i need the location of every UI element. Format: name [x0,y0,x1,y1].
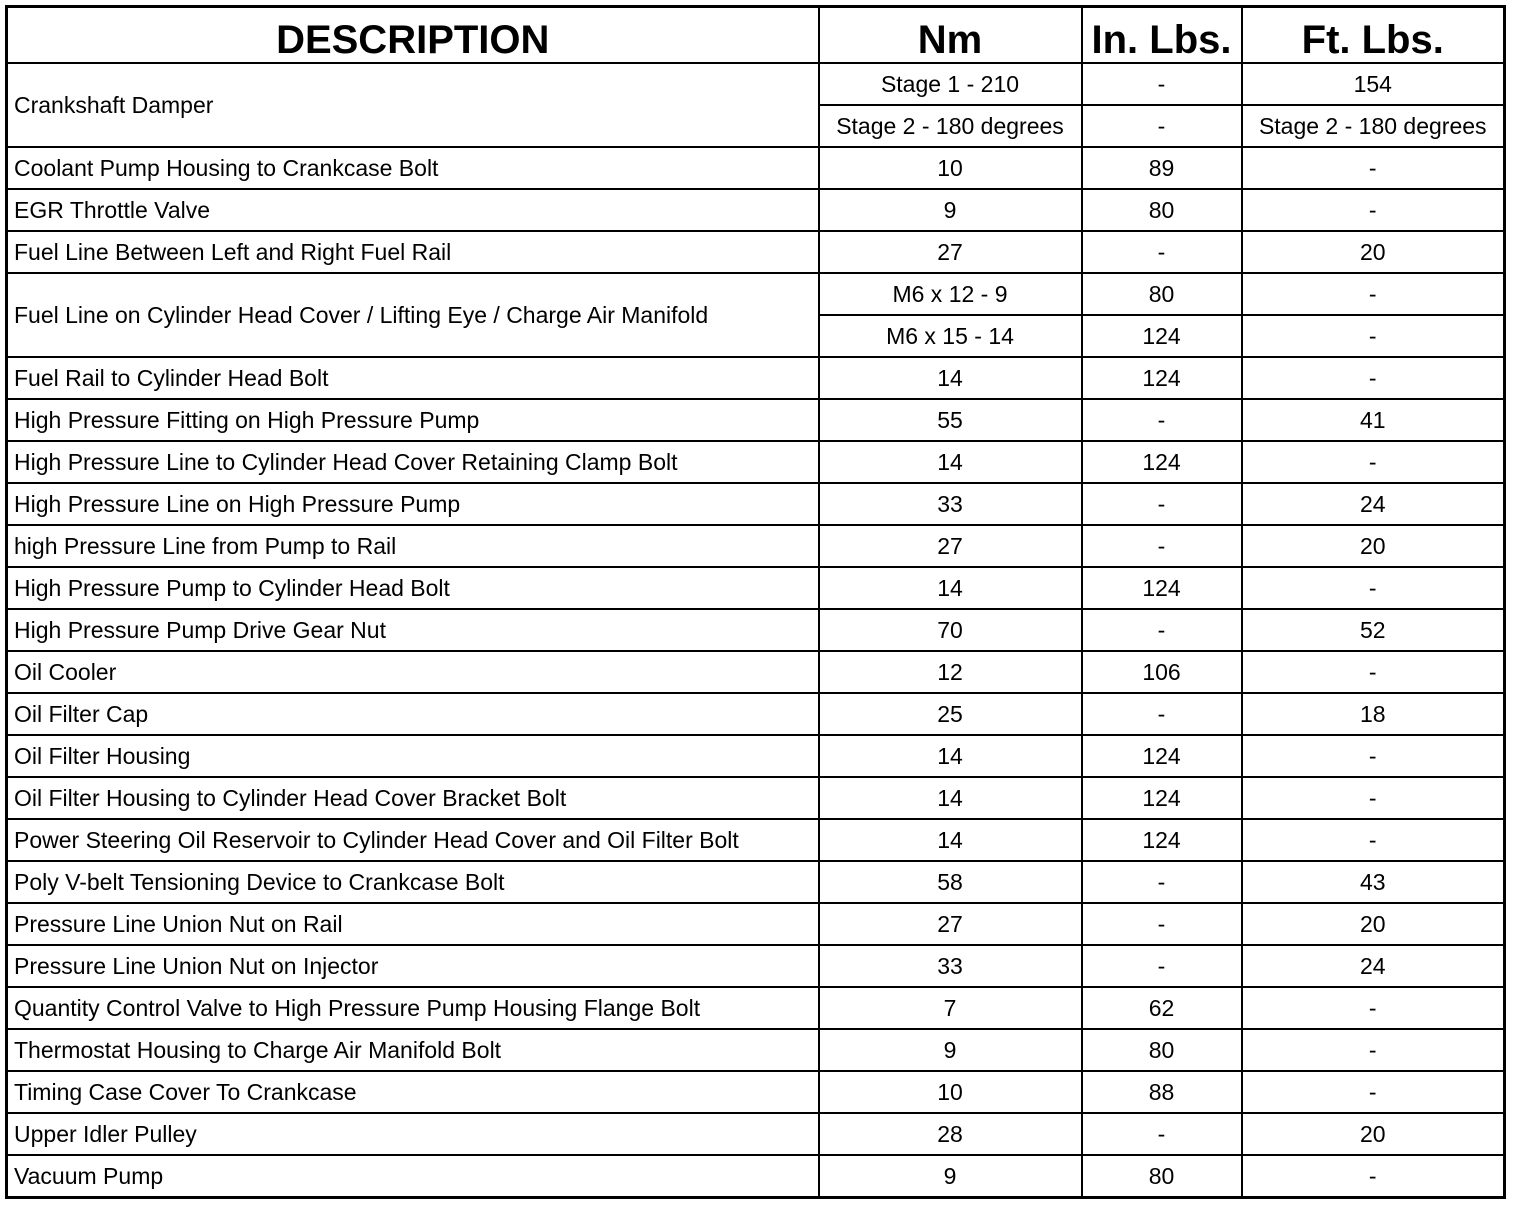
header-ft-lbs: Ft. Lbs. [1242,7,1505,64]
header-description: DESCRIPTION [7,7,819,64]
table-body [7,63,1505,1198]
ft-lbs-value: - [1242,777,1505,819]
in-lbs-value: 80 [1082,1029,1242,1071]
nm-value: 9 [819,189,1082,231]
table-row [7,1029,1505,1071]
nm-value: 55 [819,399,1082,441]
description-cell: High Pressure Fitting on High Pressure Pump [7,399,819,441]
description-cell: High Pressure Pump to Cylinder Head Bolt [7,567,819,609]
nm-value: 28 [819,1113,1082,1155]
nm-value: 12 [819,651,1082,693]
table-row [7,441,1505,483]
table-row [7,1071,1505,1113]
in-lbs-value: 106 [1082,651,1242,693]
nm-value: 33 [819,483,1082,525]
in-lbs-value: 80 [1082,273,1242,315]
in-lbs-value: - [1082,609,1242,651]
ft-lbs-value: 43 [1242,861,1505,903]
description-cell: High Pressure Line on High Pressure Pump [7,483,819,525]
nm-value: 58 [819,861,1082,903]
table-row [7,357,1505,399]
ft-lbs-value: 24 [1242,483,1505,525]
ft-lbs-value: 20 [1242,525,1505,567]
table-row [7,63,1505,105]
in-lbs-value: - [1082,693,1242,735]
header-nm: Nm [819,7,1082,64]
ft-lbs-value: 24 [1242,945,1505,987]
description-cell: Pressure Line Union Nut on Injector [7,945,819,987]
table-row [7,861,1505,903]
in-lbs-value: 124 [1082,777,1242,819]
ft-lbs-value: Stage 2 - 180 degrees [1242,105,1505,147]
table-row [7,735,1505,777]
ft-lbs-value: - [1242,441,1505,483]
nm-value: 27 [819,903,1082,945]
in-lbs-value: 88 [1082,1071,1242,1113]
table-row [7,609,1505,651]
nm-value: 14 [819,567,1082,609]
in-lbs-value: - [1082,231,1242,273]
table-row [7,777,1505,819]
table-row [7,231,1505,273]
ft-lbs-value: - [1242,567,1505,609]
description-cell: Crankshaft Damper [7,63,819,147]
nm-value: 10 [819,147,1082,189]
nm-value: 14 [819,357,1082,399]
nm-value: 10 [819,1071,1082,1113]
in-lbs-value: - [1082,903,1242,945]
in-lbs-value: - [1082,1113,1242,1155]
table-row [7,987,1505,1029]
ft-lbs-value: - [1242,819,1505,861]
ft-lbs-value: 52 [1242,609,1505,651]
ft-lbs-value: 18 [1242,693,1505,735]
ft-lbs-value: - [1242,189,1505,231]
nm-value: 9 [819,1029,1082,1071]
description-cell: Fuel Line Between Left and Right Fuel Rail [7,231,819,273]
description-cell: Coolant Pump Housing to Crankcase Bolt [7,147,819,189]
ft-lbs-value: - [1242,147,1505,189]
description-cell: Fuel Line on Cylinder Head Cover / Lifting Eye / Charge Air Manifold [7,273,819,357]
nm-value: Stage 2 - 180 degrees [819,105,1082,147]
description-cell: Poly V-belt Tensioning Device to Crankcase Bolt [7,861,819,903]
nm-value: 25 [819,693,1082,735]
header-row [7,7,1505,64]
nm-value: 14 [819,441,1082,483]
nm-value: 14 [819,735,1082,777]
table-row [7,399,1505,441]
description-cell: Thermostat Housing to Charge Air Manifold Bolt [7,1029,819,1071]
in-lbs-value: - [1082,399,1242,441]
in-lbs-value: 62 [1082,987,1242,1029]
table-row [7,819,1505,861]
nm-value: 14 [819,819,1082,861]
table-row [7,945,1505,987]
table-row [7,1113,1505,1155]
in-lbs-value: 124 [1082,441,1242,483]
ft-lbs-value: 154 [1242,63,1505,105]
description-cell: Timing Case Cover To Crankcase [7,1071,819,1113]
in-lbs-value: - [1082,525,1242,567]
nm-value: 27 [819,525,1082,567]
description-cell: Quantity Control Valve to High Pressure Pump Housing Flange Bolt [7,987,819,1029]
ft-lbs-value: - [1242,273,1505,315]
table-row [7,903,1505,945]
table-row [7,147,1505,189]
torque-specification-table [5,5,1506,1199]
description-cell: Vacuum Pump [7,1155,819,1198]
in-lbs-value: - [1082,945,1242,987]
header-in-lbs: In. Lbs. [1082,7,1242,64]
table-row [7,1155,1505,1198]
nm-value: 27 [819,231,1082,273]
in-lbs-value: - [1082,105,1242,147]
nm-value: 33 [819,945,1082,987]
ft-lbs-value: - [1242,1155,1505,1198]
table-row [7,189,1505,231]
table-row [7,693,1505,735]
nm-value: 70 [819,609,1082,651]
ft-lbs-value: - [1242,651,1505,693]
in-lbs-value: 80 [1082,1155,1242,1198]
table-row [7,567,1505,609]
in-lbs-value: 124 [1082,735,1242,777]
nm-value: 14 [819,777,1082,819]
ft-lbs-value: 41 [1242,399,1505,441]
nm-value: M6 x 12 - 9 [819,273,1082,315]
in-lbs-value: 124 [1082,819,1242,861]
in-lbs-value: - [1082,483,1242,525]
ft-lbs-value: - [1242,1071,1505,1113]
ft-lbs-value: 20 [1242,231,1505,273]
description-cell: Fuel Rail to Cylinder Head Bolt [7,357,819,399]
in-lbs-value: 89 [1082,147,1242,189]
description-cell: Oil Filter Cap [7,693,819,735]
description-cell: Oil Cooler [7,651,819,693]
nm-value: 7 [819,987,1082,1029]
description-cell: High Pressure Line to Cylinder Head Cover Retaining Clamp Bolt [7,441,819,483]
ft-lbs-value: - [1242,1029,1505,1071]
nm-value: M6 x 15 - 14 [819,315,1082,357]
description-cell: Power Steering Oil Reservoir to Cylinder Head Cover and Oil Filter Bolt [7,819,819,861]
ft-lbs-value: 20 [1242,1113,1505,1155]
in-lbs-value: - [1082,861,1242,903]
nm-value: Stage 1 - 210 [819,63,1082,105]
description-cell: high Pressure Line from Pump to Rail [7,525,819,567]
ft-lbs-value: - [1242,735,1505,777]
nm-value: 9 [819,1155,1082,1198]
ft-lbs-value: - [1242,987,1505,1029]
description-cell: EGR Throttle Valve [7,189,819,231]
table-row [7,525,1505,567]
description-cell: Oil Filter Housing to Cylinder Head Cover Bracket Bolt [7,777,819,819]
ft-lbs-value: - [1242,315,1505,357]
description-cell: Oil Filter Housing [7,735,819,777]
table-row [7,651,1505,693]
ft-lbs-value: 20 [1242,903,1505,945]
table-row [7,273,1505,315]
description-cell: Upper Idler Pulley [7,1113,819,1155]
table-row [7,483,1505,525]
description-cell: High Pressure Pump Drive Gear Nut [7,609,819,651]
description-cell: Pressure Line Union Nut on Rail [7,903,819,945]
in-lbs-value: 80 [1082,189,1242,231]
ft-lbs-value: - [1242,357,1505,399]
in-lbs-value: - [1082,63,1242,105]
in-lbs-value: 124 [1082,315,1242,357]
in-lbs-value: 124 [1082,567,1242,609]
in-lbs-value: 124 [1082,357,1242,399]
